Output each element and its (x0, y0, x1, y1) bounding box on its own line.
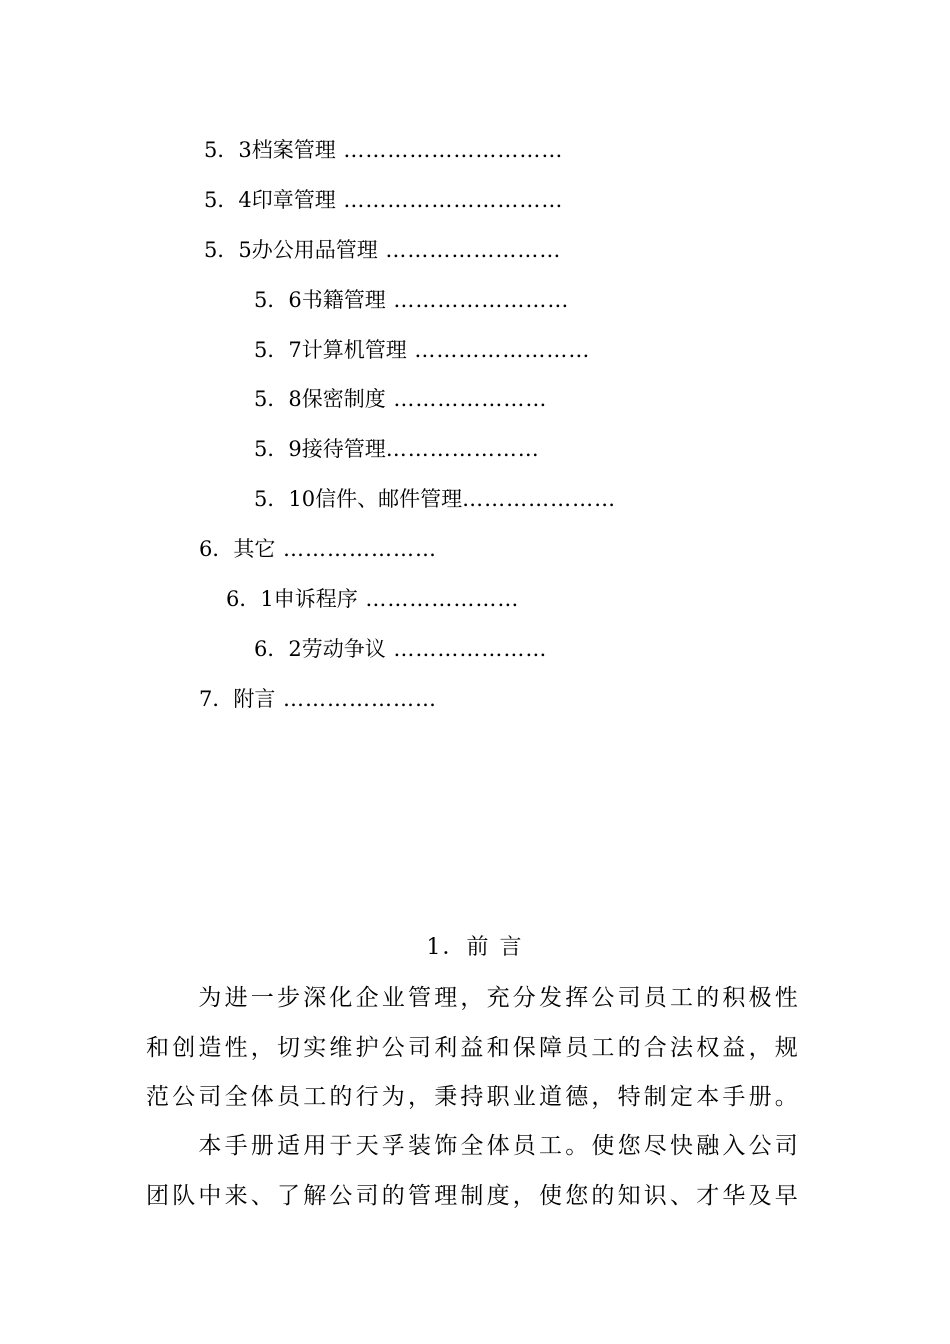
toc-title: 信件、邮件管理 (315, 487, 463, 511)
toc-item-6-2 (254, 634, 547, 664)
toc-title: 劳动争议 (301, 637, 386, 661)
toc-title: 其它 (233, 537, 276, 561)
toc-number: 7． (199, 687, 234, 711)
toc-number: 5．3 (204, 138, 252, 162)
toc-leader: ………………… (275, 537, 438, 561)
toc-leader: …………………… (385, 288, 570, 312)
toc-leader: ………………… (462, 487, 617, 511)
toc-title: 申诉程序 (273, 587, 358, 611)
toc-number: 6．2 (254, 637, 302, 661)
body-line: 本手册适用于天孚装饰全体员工。使您尽快融入公司 (146, 1133, 801, 1159)
toc-leader: ………………………… (335, 138, 564, 162)
toc-number: 5．8 (254, 387, 302, 411)
toc-item-5-7 (254, 335, 590, 365)
toc-title: 印章管理 (251, 188, 336, 212)
toc-title: 保密制度 (301, 387, 386, 411)
body-line: 和创造性，切实维护公司利益和保障员工的合法权益，规 (146, 1035, 801, 1061)
toc-title: 办公用品管理 (251, 238, 378, 262)
toc-item-5-9 (254, 434, 540, 464)
toc-number: 5．7 (254, 338, 302, 362)
toc-leader: …………………… (377, 238, 562, 262)
toc-leader: ………………………… (335, 188, 564, 212)
toc-leader: ………………… (385, 637, 548, 661)
toc-title: 书籍管理 (301, 288, 386, 312)
toc-number: 6．1 (226, 587, 274, 611)
toc-leader: ………………… (357, 587, 520, 611)
toc-leader: ………………… (275, 687, 438, 711)
section-heading: 1．前 言 (426, 935, 524, 960)
toc-item-7 (199, 684, 437, 714)
toc-item-5-6 (254, 285, 569, 315)
toc-number: 5．10 (254, 487, 316, 511)
toc-item-5-8 (254, 384, 547, 414)
toc-number: 5．4 (204, 188, 252, 212)
toc-title: 档案管理 (251, 138, 336, 162)
toc-number: 5．5 (204, 238, 252, 262)
toc-number: 6． (199, 537, 234, 561)
toc-item-6 (199, 534, 437, 564)
toc-number: 5．6 (254, 288, 302, 312)
toc-number: 5．9 (254, 437, 302, 461)
toc-item-5-5 (204, 235, 561, 265)
body-line: 为进一步深化企业管理，充分发挥公司员工的积极性 (146, 985, 801, 1011)
toc-leader: …………………… (406, 338, 591, 362)
toc-leader: ………………… (385, 387, 548, 411)
toc-item-5-10 (254, 484, 616, 514)
toc-title: 附言 (233, 687, 276, 711)
toc-item-6-1 (226, 584, 519, 614)
toc-item-5-3 (204, 135, 563, 165)
toc-title: 计算机管理 (301, 338, 407, 362)
toc-leader: ………………… (385, 437, 540, 461)
toc-title: 接待管理 (301, 437, 386, 461)
body-line: 团队中来、了解公司的管理制度，使您的知识、才华及早 (146, 1183, 801, 1209)
toc-item-5-4 (204, 185, 563, 215)
body-line: 范公司全体员工的行为，秉持职业道德，特制定本手册。 (146, 1084, 801, 1110)
